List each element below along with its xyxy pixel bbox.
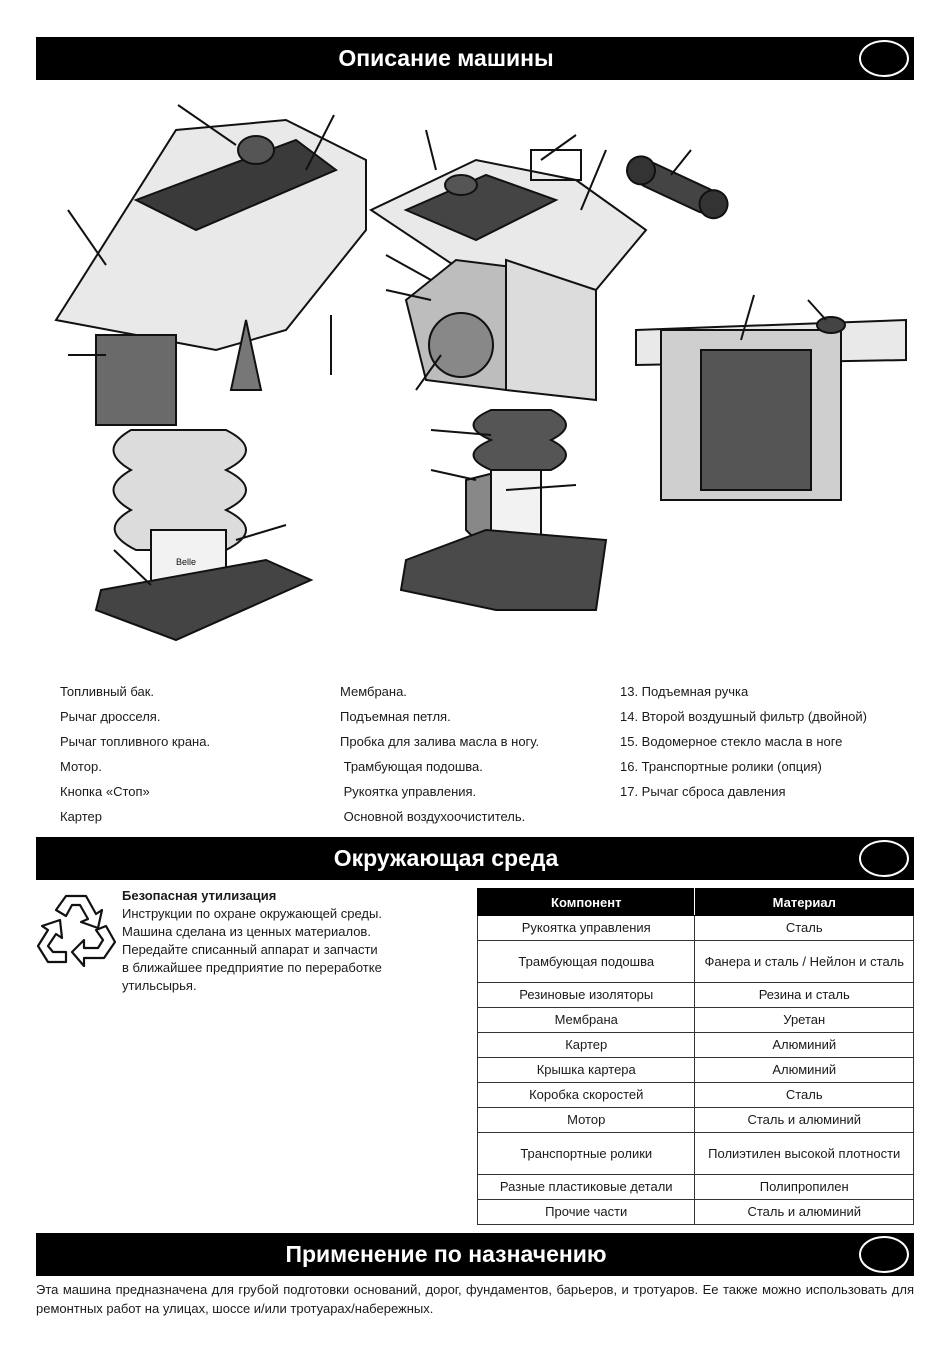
legend-item: Рычаг дросселя. xyxy=(60,709,161,724)
component-cell: Трамбующая подошва xyxy=(478,941,695,983)
material-cell: Сталь и алюминий xyxy=(695,1108,914,1133)
table-row xyxy=(478,1200,914,1225)
component-cell: Резиновые изоляторы xyxy=(478,983,695,1008)
table-header-row xyxy=(478,889,914,916)
section-header-environment xyxy=(36,837,914,880)
legend-item: Кнопка «Стоп» xyxy=(60,784,150,799)
disposal-heading: Безопасная утилизация xyxy=(122,888,277,903)
legend-item: Мотор. xyxy=(60,759,102,774)
legend-item: 17. Рычаг сброса давления xyxy=(620,784,786,799)
legend-item: Рукоятка управления. xyxy=(340,784,477,799)
disposal-info xyxy=(122,887,462,995)
disposal-line: утильсырья. xyxy=(122,978,197,993)
material-cell: Полипропилен xyxy=(695,1175,914,1200)
legend-item: Картер xyxy=(60,809,103,824)
disposal-line: Инструкции по охране окружающей среды. xyxy=(122,906,382,921)
section-title: Окружающая среда xyxy=(333,845,559,871)
language-badge xyxy=(859,1236,909,1273)
component-cell: Транспортные ролики xyxy=(478,1133,695,1175)
material-cell: Сталь xyxy=(695,916,914,941)
machine-illustration xyxy=(36,90,914,660)
legend-item: Рычаг топливного крана. xyxy=(60,734,211,749)
language-badge xyxy=(859,40,909,77)
material-cell: Алюминий xyxy=(695,1058,914,1083)
material-cell: Полиэтилен высокой плотности xyxy=(695,1133,914,1175)
component-cell: Мотор xyxy=(478,1108,695,1133)
material-cell: Алюминий xyxy=(695,1033,914,1058)
legend-item: 16. Транспортные ролики (опция) xyxy=(620,759,822,774)
legend-item: 13. Подъемная ручка xyxy=(620,684,749,699)
usage-description: Эта машина предназначена для грубой подготовки оснований, дорог, фундаментов, барьеров, и тротуаров. Ее также можно использовать для ремонтных работ на улицах, шоссе и/или тротуарах/набережных. xyxy=(36,1282,914,1316)
language-badge xyxy=(859,840,909,877)
legend-item: Топливный бак. xyxy=(60,684,155,699)
brand-label: Belle xyxy=(176,557,197,567)
legend-column-1 xyxy=(60,683,210,833)
material-cell: Уретан xyxy=(695,1008,914,1033)
legend-item: Пробка для залива масла в ногу. xyxy=(340,734,540,749)
material-cell: Резина и сталь xyxy=(695,983,914,1008)
legend-column-2 xyxy=(340,683,539,833)
column-header-component: Компонент xyxy=(478,889,695,916)
material-cell: Сталь xyxy=(695,1083,914,1108)
legend-column-3 xyxy=(620,683,867,808)
table-row xyxy=(478,1083,914,1108)
disposal-line: Передайте списанный аппарат и запчасти xyxy=(122,942,378,957)
machine-diagram xyxy=(36,90,914,660)
recycle-icon xyxy=(36,888,116,968)
table-row xyxy=(478,1133,914,1175)
section-header-description xyxy=(36,37,914,80)
legend-item: Трамбующая подошва. xyxy=(340,759,483,774)
component-cell: Крышка картера xyxy=(478,1058,695,1083)
component-cell: Картер xyxy=(478,1033,695,1058)
table-row xyxy=(478,983,914,1008)
legend-item: 14. Второй воздушный фильтр (двойной) xyxy=(620,709,867,724)
component-cell: Рукоятка управления xyxy=(478,916,695,941)
material-cell: Сталь и алюминий xyxy=(695,1200,914,1225)
table-row xyxy=(478,1033,914,1058)
table-row xyxy=(478,916,914,941)
legend-item: 15. Водомерное стекло масла в ноге xyxy=(620,734,843,749)
component-cell: Прочие части xyxy=(478,1200,695,1225)
table-row xyxy=(478,1175,914,1200)
table-row xyxy=(478,941,914,983)
component-cell: Коробка скоростей xyxy=(478,1083,695,1108)
section-header-usage xyxy=(36,1233,914,1276)
legend-item: Основной воздухоочиститель. xyxy=(340,809,526,824)
table-row xyxy=(478,1008,914,1033)
legend-item: Подъемная петля. xyxy=(340,709,451,724)
table-row xyxy=(478,1058,914,1083)
disposal-line: в ближайшее предприятие по переработке xyxy=(122,960,382,975)
materials-table xyxy=(477,888,914,1225)
component-cell: Мембрана xyxy=(478,1008,695,1033)
legend-item: Мембрана. xyxy=(340,684,407,699)
disposal-line: Машина сделана из ценных материалов. xyxy=(122,924,371,939)
material-cell: Фанера и сталь / Нейлон и сталь xyxy=(695,941,914,983)
column-header-material: Материал xyxy=(695,889,914,916)
component-cell: Разные пластиковые детали xyxy=(478,1175,695,1200)
section-title: Описание машины xyxy=(338,45,554,71)
section-title: Применение по назначению xyxy=(285,1241,607,1267)
table-row xyxy=(478,1108,914,1133)
